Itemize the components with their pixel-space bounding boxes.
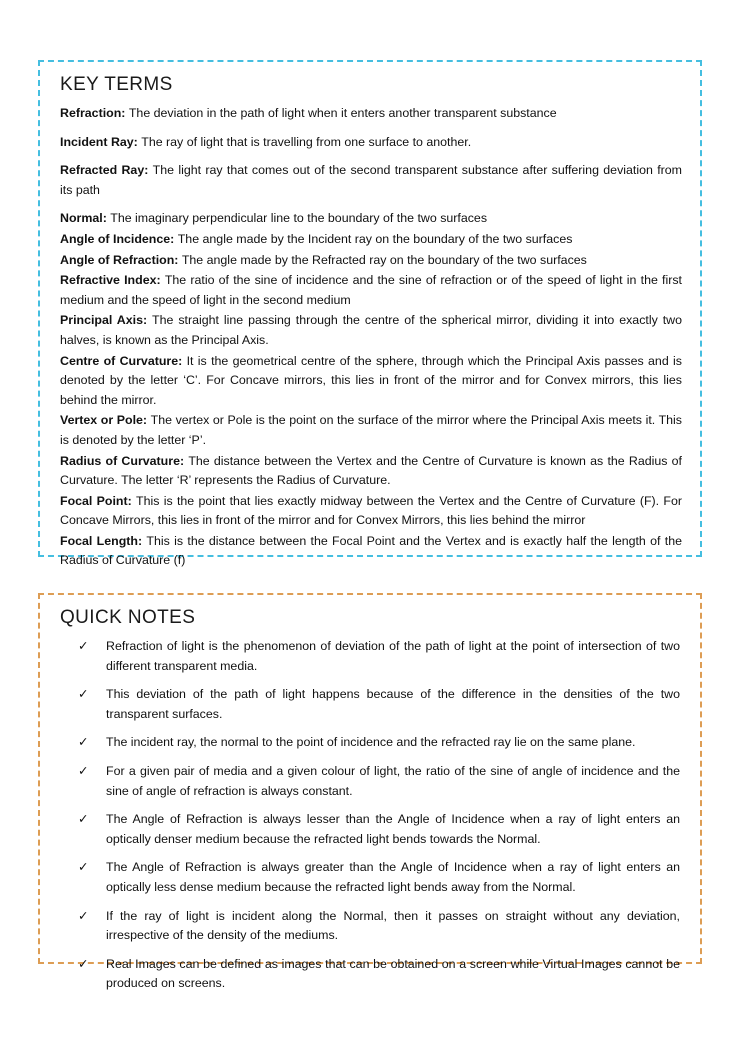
key-term-item	[60, 352, 686, 411]
key-term-definition: The angle made by the Refracted ray on the boundary of the two surfaces	[181, 252, 587, 267]
quick-note-text: If the ray of light is incident along the Normal, then it passes on straight without any deviation, irrespective of the density of the mediums.	[106, 908, 680, 943]
key-terms-list	[54, 104, 686, 571]
key-term-definition: This is the distance between the Focal Point and the Vertex and is exactly half the length of the Radius of Curvature (f)	[60, 533, 682, 568]
key-term-label: Incident Ray:	[60, 134, 142, 149]
quick-note-item	[54, 685, 680, 724]
check-icon: ✓	[78, 812, 89, 827]
key-term-label: Focal Length:	[60, 533, 147, 548]
key-term-item	[60, 104, 686, 124]
key-term-definition: The ratio of the sine of incidence and the sine of refraction or of the speed of light in the first medium and the speed of light in the second medium	[60, 273, 683, 307]
quick-note-text: This deviation of the path of light happens because of the difference in the densities of the two transparent surfaces.	[106, 687, 680, 721]
quick-note-item	[54, 955, 680, 994]
key-term-label: Refracted Ray:	[60, 163, 153, 178]
quick-note-item	[54, 762, 680, 801]
key-terms-section	[38, 60, 702, 568]
key-term-item	[60, 230, 686, 250]
quick-notes-list	[54, 637, 686, 994]
key-term-definition: The distance between the Vertex and the Centre of Curvature is known as the Radius of Curvature. The letter ‘R’ represents the Radius of Curvature.	[60, 453, 683, 488]
key-term-item	[60, 251, 686, 271]
quick-note-text: Refraction of light is the phenomenon of deviation of the path of light at the point of intersection of two different transparent media.	[106, 639, 680, 673]
key-term-definition: The light ray that comes out of the second transparent substance after suffering deviation from its path	[60, 163, 682, 197]
quick-note-text: The Angle of Refraction is always lesser than the Angle of Incidence when a ray of light enters an optically denser medium because the refracted light bends towards the Normal.	[106, 812, 680, 846]
key-term-label: Angle of Refraction:	[60, 252, 182, 267]
key-term-definition: The straight line passing through the centre of the spherical mirror, dividing it into exactly two halves, is known as the Principal Axis.	[60, 313, 682, 347]
key-term-label: Vertex or Pole:	[60, 413, 151, 428]
check-icon: ✓	[78, 639, 89, 653]
quick-note-item	[54, 907, 680, 946]
check-icon: ✓	[78, 687, 89, 702]
quick-note-text: Real Images can be defined as images that can be obtained on a screen while Virtual Images cannot be produced on screens.	[106, 956, 680, 991]
check-icon: ✓	[78, 860, 89, 875]
key-term-definition: The imaginary perpendicular line to the boundary of the two surfaces	[110, 211, 488, 226]
key-term-definition: The vertex or Pole is the point on the surface of the mirror where the Principal Axis meets it. This is denoted by the letter ‘P’.	[60, 413, 682, 447]
quick-note-text: The incident ray, the normal to the point of incidence and the refracted ray lie on the same plane.	[106, 735, 636, 750]
check-icon: ✓	[78, 763, 89, 778]
check-icon: ✓	[78, 735, 89, 750]
key-term-item	[60, 161, 686, 200]
key-term-item	[60, 133, 686, 153]
check-icon: ✓	[78, 908, 89, 923]
key-term-item	[60, 311, 686, 350]
key-term-label: Refraction:	[60, 106, 129, 120]
quick-note-text: The Angle of Refraction is always greater than the Angle of Incidence when a ray of light enters an optically less dense medium because the refracted light bends away from the Normal.	[106, 860, 680, 894]
quick-note-item	[54, 637, 680, 676]
key-term-item	[60, 532, 686, 571]
key-term-label: Principal Axis:	[60, 313, 153, 328]
check-icon: ✓	[78, 956, 89, 971]
key-term-item	[60, 209, 686, 229]
key-term-label: Normal:	[60, 211, 111, 226]
key-term-item	[60, 271, 686, 310]
quick-note-text: For a given pair of media and a given colour of light, the ratio of the sine of angle of incidence and the sine of angle of refraction is always constant.	[106, 763, 680, 798]
key-term-definition: It is the geometrical centre of the sphere, through which the Principal Axis passes and is denoted by the letter ‘C’. For Concave mirrors, this lies in front of the mirror and for Convex mirrors, this lies behind the mirror.	[60, 353, 682, 407]
quick-note-item	[54, 810, 680, 849]
key-term-label: Angle of Incidence:	[60, 231, 178, 246]
quick-notes-title: QUICK NOTES	[60, 607, 196, 628]
key-terms-title: KEY TERMS	[60, 74, 173, 95]
key-term-label: Radius of Curvature:	[60, 453, 189, 468]
key-term-label: Centre of Curvature:	[60, 353, 187, 368]
key-term-label: Focal Point:	[60, 493, 137, 508]
quick-note-item	[54, 858, 680, 897]
key-term-definition: The angle made by the Incident ray on the boundary of the two surfaces	[177, 231, 573, 246]
quick-notes-section	[38, 593, 702, 991]
key-term-item	[60, 452, 686, 491]
key-term-definition: The ray of light that is travelling from one surface to another.	[141, 134, 472, 149]
key-term-definition: This is the point that lies exactly midway between the Vertex and the Centre of Curvature (F). For Concave Mirrors, this lies in front of the mirror and for Convex Mirrors, this lies behind the mirror	[60, 493, 682, 528]
key-term-item	[60, 411, 686, 450]
key-term-item	[60, 492, 686, 531]
key-term-label: Refractive Index:	[60, 273, 165, 288]
quick-note-item	[54, 733, 680, 753]
key-term-definition: The deviation in the path of light when it enters another transparent substance	[128, 106, 557, 120]
